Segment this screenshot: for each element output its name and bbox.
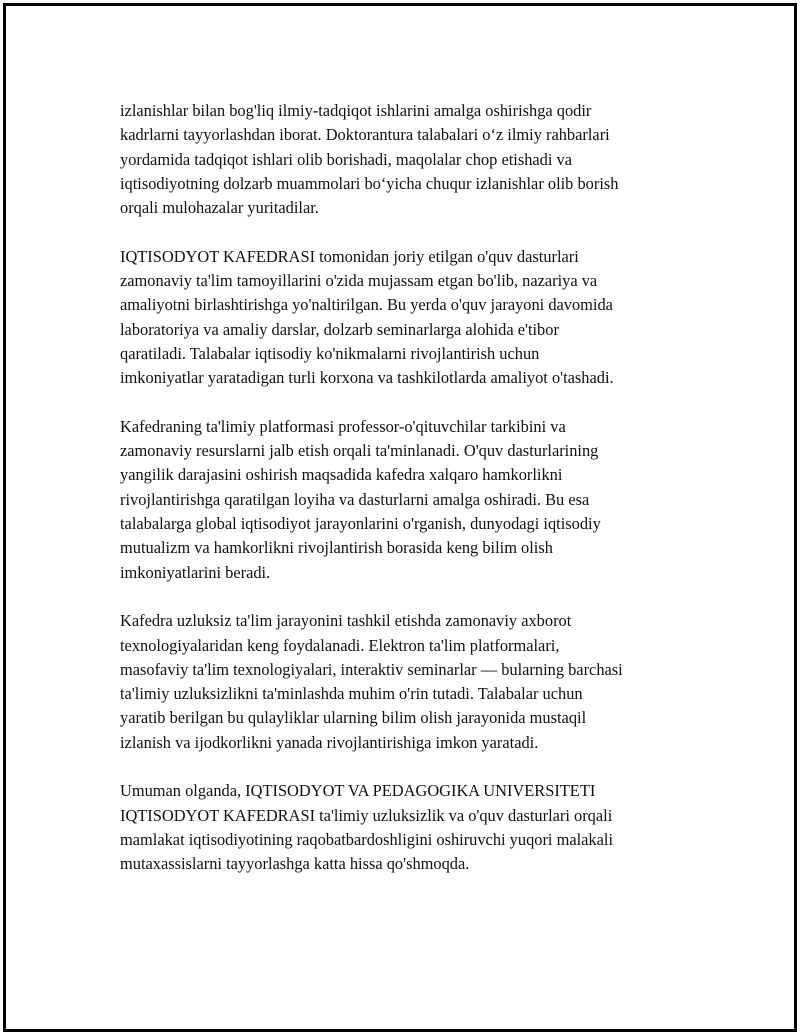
text-line: zamonaviy ta'lim tamoyillarini o'zida mujassam etgan bo'lib, nazariya va	[120, 271, 598, 291]
text-line: imkoniyatlar yaratadigan turli korxona va tashkilotlarda amaliyot o'tashadi.	[120, 368, 614, 388]
text-line: IQTISODYOT KAFEDRASI tomonidan joriy etilgan o'quv dasturlari	[120, 246, 579, 266]
text-line: mutualizm va hamkorlikni rivojlantirish borasida keng bilim olish	[120, 538, 553, 558]
paragraph-3	[120, 415, 700, 585]
paragraph-4	[120, 609, 700, 755]
text-line: amaliyotni birlashtirishga yo'naltirilgan. Bu yerda o'quv jarayoni davomida	[120, 295, 613, 315]
text-line: zamonaviy resurslarni jalb etish orqali ta'minlanadi. O'quv dasturlarining	[120, 441, 599, 461]
paragraph-2	[120, 245, 700, 391]
text-line: izlanishlar bilan bog'liq ilmiy-tadqiqot ishlarini amalga oshirishga qodir	[120, 101, 592, 120]
text-line: rivojlantirishga qaratilgan loyiha va dasturlarni amalga oshiradi. Bu esa	[120, 489, 590, 509]
text-line: Kafedraning ta'limiy platformasi professor-o'qituvchilar tarkibini va	[120, 416, 566, 436]
text-line: izlanish va ijodkorlikni yanada rivojlantirishiga imkon yaratadi.	[120, 732, 539, 752]
text-line: ta'limiy uzluksizlikni ta'minlashda muhim o'rin tutadi. Talabalar uchun	[120, 684, 583, 704]
text-line: qaratiladi. Talabalar iqtisodiy ko'nikmalarni rivojlantirish uchun	[120, 343, 540, 363]
text-line: orqali mulohazalar yuritadilar.	[120, 198, 319, 218]
text-line: yaratib berilgan bu qulayliklar ularning bilim olish jarayonida mustaqil	[120, 708, 587, 728]
text-line: laboratoriya va amaliy darslar, dolzarb seminarlarga alohida e'tibor	[120, 319, 559, 339]
text-line: talabalarga global iqtisodiyot jarayonlarini o'rganish, dunyodagi iqtisodiy	[120, 514, 601, 534]
text-line: kadrlarni tayyorlashdan iborat. Doktorantura talabalari o‘z ilmiy rahbarlari	[120, 125, 610, 145]
page-frame	[3, 3, 797, 1032]
text-line: mamlakat iqtisodiyotining raqobatbardoshligini oshiruvchi yuqori malakali	[120, 829, 613, 849]
text-line: Kafedra uzluksiz ta'lim jarayonini tashkil etishda zamonaviy axborot	[120, 611, 572, 631]
paragraph-1	[120, 99, 700, 220]
document-body	[120, 99, 700, 901]
text-line: yordamida tadqiqot ishlari olib borishadi, maqolalar chop etishadi va	[120, 149, 572, 169]
text-line: Umuman olganda, IQTISODYOT VA PEDAGOGIKA UNIVERSITETI	[120, 781, 596, 801]
text-line: imkoniyatlarini beradi.	[120, 562, 271, 582]
text-line: IQTISODYOT KAFEDRASI ta'limiy uzluksizlik va o'quv dasturlari orqali	[120, 805, 613, 825]
text-line: iqtisodiyotning dolzarb muammolari bo‘yicha chuqur izlanishlar olib borish	[120, 173, 619, 193]
text-line: mutaxassislarni tayyorlashga katta hissa qo'shmoqda.	[120, 854, 470, 874]
text-line: texnologiyalaridan keng foydalanadi. Elektron ta'lim platformalari,	[120, 635, 560, 655]
paragraph-5	[120, 779, 700, 876]
text-line: yangilik darajasini oshirish maqsadida kafedra xalqaro hamkorlikni	[120, 465, 563, 485]
text-line: masofaviy ta'lim texnologiyalari, interaktiv seminarlar — bularning barchasi	[120, 659, 623, 679]
